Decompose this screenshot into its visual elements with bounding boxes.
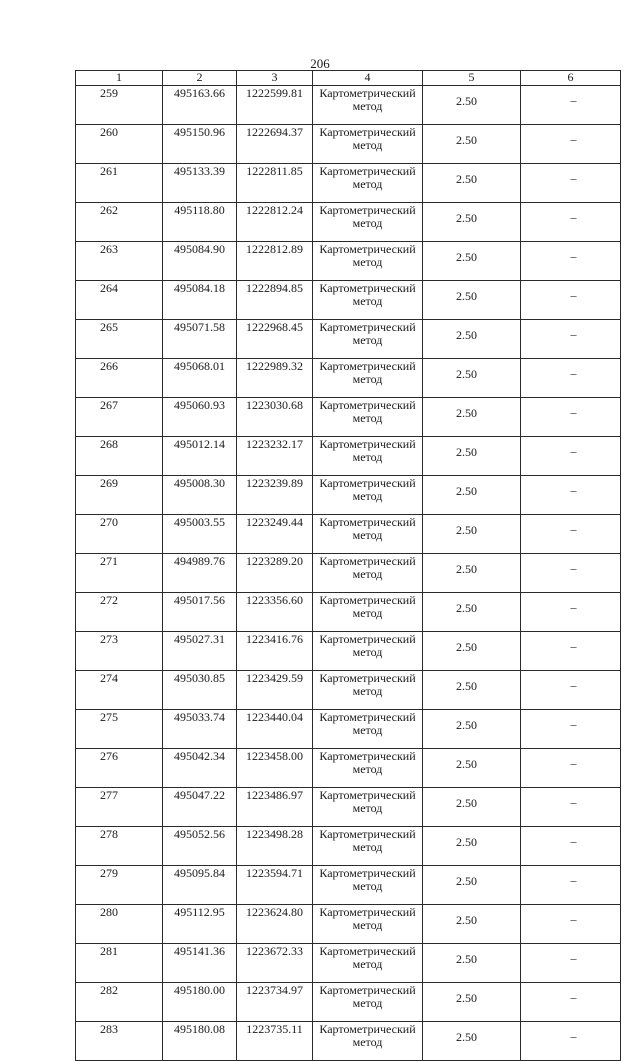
method-cell — [313, 710, 423, 749]
note-cell — [521, 593, 621, 632]
method-cell — [313, 281, 423, 320]
note-dash: – — [570, 834, 577, 848]
note-dash: – — [570, 93, 577, 107]
table-row — [76, 710, 621, 749]
point-number-cell: 261 — [76, 164, 163, 203]
method-cell — [313, 164, 423, 203]
accuracy-cell: 2.50 — [423, 788, 521, 827]
accuracy-cell: 2.50 — [423, 944, 521, 983]
method-text-line2: метод — [352, 294, 383, 308]
note-dash: – — [570, 600, 577, 614]
accuracy-cell: 2.50 — [423, 398, 521, 437]
x-coordinate-cell: 495071.58 — [163, 320, 237, 359]
column-header-note: 6 — [521, 71, 621, 86]
method-cell — [313, 515, 423, 554]
x-coordinate-cell: 495012.14 — [163, 437, 237, 476]
method-text-line1: Картометрический — [319, 476, 416, 490]
method-text-line2: метод — [352, 528, 383, 542]
y-coordinate-cell: 1223232.17 — [237, 437, 313, 476]
note-dash: – — [570, 678, 577, 692]
table-row — [76, 827, 621, 866]
method-text-line1: Картометрический — [319, 320, 416, 334]
table-row — [76, 983, 621, 1022]
y-coordinate-cell: 1223429.59 — [237, 671, 313, 710]
point-number-cell: 283 — [76, 1022, 163, 1061]
note-dash: – — [570, 288, 577, 302]
method-text-line1: Картометрический — [319, 827, 416, 841]
note-cell — [521, 515, 621, 554]
method-text-line2: метод — [352, 918, 383, 932]
x-coordinate-cell: 495180.08 — [163, 1022, 237, 1061]
x-coordinate-cell: 495150.96 — [163, 125, 237, 164]
method-text-line2: метод — [352, 606, 383, 620]
note-cell — [521, 86, 621, 125]
y-coordinate-cell: 1223594.71 — [237, 866, 313, 905]
accuracy-cell: 2.50 — [423, 203, 521, 242]
accuracy-cell: 2.50 — [423, 281, 521, 320]
method-text-line1: Картометрический — [319, 203, 416, 217]
note-cell — [521, 632, 621, 671]
y-coordinate-cell: 1223458.00 — [237, 749, 313, 788]
y-coordinate-cell: 1223416.76 — [237, 632, 313, 671]
point-number-cell: 276 — [76, 749, 163, 788]
method-text-line1: Картометрический — [319, 164, 416, 178]
accuracy-cell: 2.50 — [423, 242, 521, 281]
note-dash: – — [570, 366, 577, 380]
method-cell — [313, 905, 423, 944]
method-text-line2: метод — [352, 216, 383, 230]
method-text-line2: метод — [352, 801, 383, 815]
y-coordinate-cell: 1223239.89 — [237, 476, 313, 515]
table-row — [76, 905, 621, 944]
note-dash: – — [570, 327, 577, 341]
point-number-cell: 274 — [76, 671, 163, 710]
note-cell — [521, 710, 621, 749]
column-header-accuracy: 5 — [423, 71, 521, 86]
note-cell — [521, 281, 621, 320]
x-coordinate-cell: 495017.56 — [163, 593, 237, 632]
point-number-cell: 264 — [76, 281, 163, 320]
note-cell — [521, 554, 621, 593]
method-text-line1: Картометрический — [319, 515, 416, 529]
method-text-line1: Картометрический — [319, 749, 416, 763]
method-text-line2: метод — [352, 177, 383, 191]
accuracy-cell: 2.50 — [423, 437, 521, 476]
table-row — [76, 632, 621, 671]
note-cell — [521, 905, 621, 944]
y-coordinate-cell: 1222811.85 — [237, 164, 313, 203]
table-row — [76, 125, 621, 164]
method-text-line2: метод — [352, 840, 383, 854]
x-coordinate-cell: 495027.31 — [163, 632, 237, 671]
point-number-cell: 268 — [76, 437, 163, 476]
accuracy-cell: 2.50 — [423, 1022, 521, 1061]
table-row — [76, 203, 621, 242]
y-coordinate-cell: 1223289.20 — [237, 554, 313, 593]
method-text-line2: метод — [352, 255, 383, 269]
note-cell — [521, 203, 621, 242]
table-row — [76, 437, 621, 476]
table-body — [76, 86, 621, 1061]
x-coordinate-cell: 495133.39 — [163, 164, 237, 203]
note-cell — [521, 359, 621, 398]
note-dash: – — [570, 912, 577, 926]
method-cell — [313, 398, 423, 437]
note-dash: – — [570, 990, 577, 1004]
table-row — [76, 398, 621, 437]
method-cell — [313, 593, 423, 632]
table-row — [76, 515, 621, 554]
method-cell — [313, 437, 423, 476]
method-text-line1: Картометрический — [319, 593, 416, 607]
method-text-line1: Картометрический — [319, 125, 416, 139]
method-text-line2: метод — [352, 645, 383, 659]
point-number-cell: 280 — [76, 905, 163, 944]
table-row — [76, 320, 621, 359]
accuracy-cell: 2.50 — [423, 320, 521, 359]
column-header-x-coordinate: 2 — [163, 71, 237, 86]
x-coordinate-cell: 495060.93 — [163, 398, 237, 437]
note-cell — [521, 320, 621, 359]
note-dash: – — [570, 444, 577, 458]
method-text-line2: метод — [352, 333, 383, 347]
table-row — [76, 788, 621, 827]
point-number-cell: 281 — [76, 944, 163, 983]
note-cell — [521, 983, 621, 1022]
note-dash: – — [570, 717, 577, 731]
note-cell — [521, 437, 621, 476]
table-row — [76, 281, 621, 320]
y-coordinate-cell: 1223440.04 — [237, 710, 313, 749]
method-cell — [313, 983, 423, 1022]
method-text-line2: метод — [352, 1035, 383, 1049]
method-text-line1: Картометрический — [319, 437, 416, 451]
column-header-point-number: 1 — [76, 71, 163, 86]
table-row — [76, 593, 621, 632]
page-number: 206 — [310, 56, 330, 71]
note-dash: – — [570, 639, 577, 653]
x-coordinate-cell: 495141.36 — [163, 944, 237, 983]
table-row — [76, 242, 621, 281]
note-cell — [521, 749, 621, 788]
method-text-line1: Картометрический — [319, 632, 416, 646]
method-cell — [313, 242, 423, 281]
point-number-cell: 267 — [76, 398, 163, 437]
method-text-line1: Картометрический — [319, 710, 416, 724]
point-number-cell: 282 — [76, 983, 163, 1022]
coordinates-table — [75, 70, 621, 1061]
accuracy-cell: 2.50 — [423, 671, 521, 710]
method-cell — [313, 203, 423, 242]
point-number-cell: 271 — [76, 554, 163, 593]
point-number-cell: 272 — [76, 593, 163, 632]
note-dash: – — [570, 795, 577, 809]
accuracy-cell: 2.50 — [423, 866, 521, 905]
table-row — [76, 944, 621, 983]
method-text-line2: метод — [352, 684, 383, 698]
method-cell — [313, 476, 423, 515]
note-dash: – — [570, 1029, 577, 1043]
method-cell — [313, 749, 423, 788]
method-cell — [313, 944, 423, 983]
column-header-y-coordinate: 3 — [237, 71, 313, 86]
method-text-line2: метод — [352, 489, 383, 503]
method-cell — [313, 788, 423, 827]
y-coordinate-cell: 1223486.97 — [237, 788, 313, 827]
method-cell — [313, 86, 423, 125]
method-text-line2: метод — [352, 996, 383, 1010]
y-coordinate-cell: 1223672.33 — [237, 944, 313, 983]
x-coordinate-cell: 495047.22 — [163, 788, 237, 827]
method-text-line1: Картометрический — [319, 944, 416, 958]
note-dash: – — [570, 171, 577, 185]
point-number-cell: 275 — [76, 710, 163, 749]
x-coordinate-cell: 495084.18 — [163, 281, 237, 320]
x-coordinate-cell: 495095.84 — [163, 866, 237, 905]
point-number-cell: 269 — [76, 476, 163, 515]
note-cell — [521, 944, 621, 983]
accuracy-cell: 2.50 — [423, 593, 521, 632]
method-text-line1: Картометрический — [319, 359, 416, 373]
table-row — [76, 1022, 621, 1061]
note-dash: – — [570, 522, 577, 536]
table-row — [76, 866, 621, 905]
method-text-line2: метод — [352, 762, 383, 776]
y-coordinate-cell: 1222694.37 — [237, 125, 313, 164]
point-number-cell: 273 — [76, 632, 163, 671]
table-row — [76, 554, 621, 593]
x-coordinate-cell: 495033.74 — [163, 710, 237, 749]
note-dash: – — [570, 249, 577, 263]
method-cell — [313, 866, 423, 905]
x-coordinate-cell: 495003.55 — [163, 515, 237, 554]
method-text-line1: Картометрический — [319, 242, 416, 256]
x-coordinate-cell: 495180.00 — [163, 983, 237, 1022]
note-dash: – — [570, 483, 577, 497]
accuracy-cell: 2.50 — [423, 164, 521, 203]
method-cell — [313, 554, 423, 593]
y-coordinate-cell: 1222894.85 — [237, 281, 313, 320]
y-coordinate-cell: 1223498.28 — [237, 827, 313, 866]
accuracy-cell: 2.50 — [423, 827, 521, 866]
x-coordinate-cell: 495118.80 — [163, 203, 237, 242]
table-row — [76, 359, 621, 398]
y-coordinate-cell: 1223249.44 — [237, 515, 313, 554]
table-row — [76, 164, 621, 203]
method-text-line1: Картометрический — [319, 554, 416, 568]
point-number-cell: 260 — [76, 125, 163, 164]
point-number-cell: 266 — [76, 359, 163, 398]
method-text-line1: Картометрический — [319, 866, 416, 880]
note-dash: – — [570, 132, 577, 146]
x-coordinate-cell: 495112.95 — [163, 905, 237, 944]
point-number-cell: 277 — [76, 788, 163, 827]
method-text-line1: Картометрический — [319, 788, 416, 802]
note-cell — [521, 788, 621, 827]
y-coordinate-cell: 1222989.32 — [237, 359, 313, 398]
method-cell — [313, 671, 423, 710]
method-text-line2: метод — [352, 372, 383, 386]
x-coordinate-cell: 495052.56 — [163, 827, 237, 866]
method-text-line1: Картометрический — [319, 281, 416, 295]
note-dash: – — [570, 405, 577, 419]
method-text-line1: Картометрический — [319, 86, 416, 100]
y-coordinate-cell: 1222812.24 — [237, 203, 313, 242]
point-number-cell: 265 — [76, 320, 163, 359]
note-cell — [521, 476, 621, 515]
y-coordinate-cell: 1222812.89 — [237, 242, 313, 281]
y-coordinate-cell: 1222599.81 — [237, 86, 313, 125]
y-coordinate-cell: 1223356.60 — [237, 593, 313, 632]
y-coordinate-cell: 1223734.97 — [237, 983, 313, 1022]
accuracy-cell: 2.50 — [423, 905, 521, 944]
method-text-line1: Картометрический — [319, 905, 416, 919]
note-cell — [521, 164, 621, 203]
method-cell — [313, 827, 423, 866]
accuracy-cell: 2.50 — [423, 359, 521, 398]
method-text-line1: Картометрический — [319, 671, 416, 685]
method-text-line2: метод — [352, 723, 383, 737]
method-text-line1: Картометрический — [319, 398, 416, 412]
point-number-cell: 278 — [76, 827, 163, 866]
y-coordinate-cell: 1223624.80 — [237, 905, 313, 944]
accuracy-cell: 2.50 — [423, 632, 521, 671]
accuracy-cell: 2.50 — [423, 86, 521, 125]
note-dash: – — [570, 756, 577, 770]
method-text-line2: метод — [352, 957, 383, 971]
method-text-line2: метод — [352, 99, 383, 113]
x-coordinate-cell: 495030.85 — [163, 671, 237, 710]
x-coordinate-cell: 494989.76 — [163, 554, 237, 593]
table-row — [76, 749, 621, 788]
note-cell — [521, 242, 621, 281]
note-dash: – — [570, 951, 577, 965]
note-cell — [521, 398, 621, 437]
accuracy-cell: 2.50 — [423, 515, 521, 554]
method-cell — [313, 1022, 423, 1061]
accuracy-cell: 2.50 — [423, 983, 521, 1022]
table-row — [76, 476, 621, 515]
x-coordinate-cell: 495042.34 — [163, 749, 237, 788]
accuracy-cell: 2.50 — [423, 710, 521, 749]
y-coordinate-cell: 1223030.68 — [237, 398, 313, 437]
method-cell — [313, 359, 423, 398]
x-coordinate-cell: 495163.66 — [163, 86, 237, 125]
y-coordinate-cell: 1223735.11 — [237, 1022, 313, 1061]
point-number-cell: 262 — [76, 203, 163, 242]
method-text-line2: метод — [352, 450, 383, 464]
method-text-line1: Картометрический — [319, 983, 416, 997]
note-cell — [521, 125, 621, 164]
point-number-cell: 263 — [76, 242, 163, 281]
method-text-line1: Картометрический — [319, 1022, 416, 1036]
note-dash: – — [570, 561, 577, 575]
point-number-cell: 279 — [76, 866, 163, 905]
table-row — [76, 86, 621, 125]
column-header-method: 4 — [313, 71, 423, 86]
table-row — [76, 671, 621, 710]
point-number-cell: 259 — [76, 86, 163, 125]
method-text-line2: метод — [352, 879, 383, 893]
accuracy-cell: 2.50 — [423, 749, 521, 788]
method-text-line2: метод — [352, 138, 383, 152]
point-number-cell: 270 — [76, 515, 163, 554]
method-text-line2: метод — [352, 411, 383, 425]
note-cell — [521, 827, 621, 866]
table-header-row — [76, 71, 621, 86]
x-coordinate-cell: 495084.90 — [163, 242, 237, 281]
note-cell — [521, 671, 621, 710]
method-text-line2: метод — [352, 567, 383, 581]
accuracy-cell: 2.50 — [423, 476, 521, 515]
x-coordinate-cell: 495068.01 — [163, 359, 237, 398]
method-cell — [313, 632, 423, 671]
y-coordinate-cell: 1222968.45 — [237, 320, 313, 359]
method-cell — [313, 320, 423, 359]
note-cell — [521, 1022, 621, 1061]
x-coordinate-cell: 495008.30 — [163, 476, 237, 515]
accuracy-cell: 2.50 — [423, 554, 521, 593]
note-dash: – — [570, 210, 577, 224]
note-cell — [521, 866, 621, 905]
note-dash: – — [570, 873, 577, 887]
accuracy-cell: 2.50 — [423, 125, 521, 164]
method-cell — [313, 125, 423, 164]
